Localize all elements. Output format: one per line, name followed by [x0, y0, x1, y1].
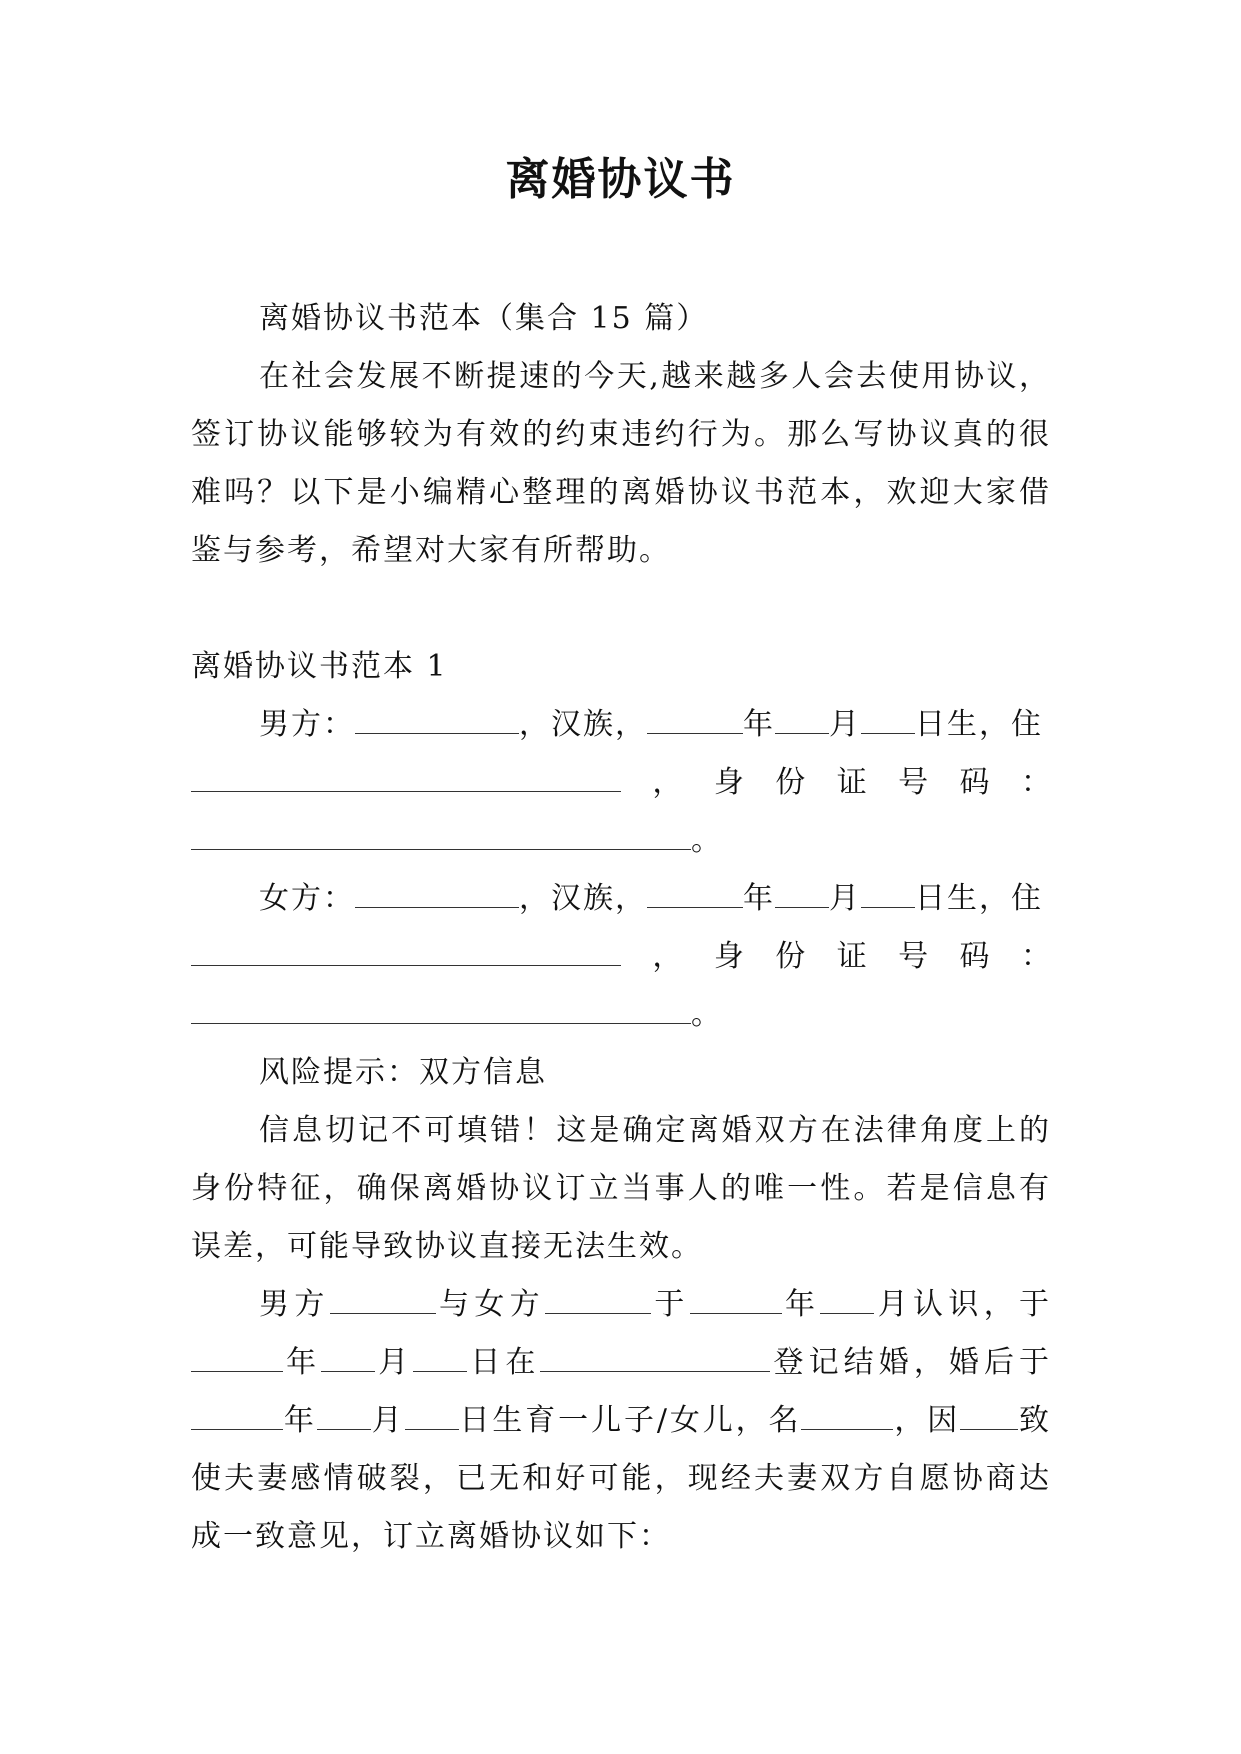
woman-name-blank [545, 1283, 651, 1314]
meet-year-blank [690, 1283, 782, 1314]
spacer [191, 580, 1051, 638]
agreement-text: ，因 [893, 1403, 961, 1438]
woman-id-line [191, 928, 1051, 986]
agreement-text: 致使夫妻感情破裂，已无和好可能，现经夫妻双方自愿协商达成一致意见，订立离婚协议如下： [191, 1403, 1052, 1554]
man-id-number-line [191, 812, 1051, 870]
woman-month-text: 月 [829, 881, 861, 916]
woman-month-blank [775, 877, 829, 908]
woman-day-blank [861, 877, 915, 908]
man-id-char: ： [1020, 765, 1051, 800]
woman-year-blank [647, 877, 743, 908]
agreement-text: 日生育一儿子/女儿，名 [458, 1403, 802, 1438]
child-name-blank [801, 1399, 893, 1430]
woman-id-char: 证 [836, 939, 867, 974]
man-name-blank [330, 1283, 436, 1314]
meet-month-blank [820, 1283, 874, 1314]
woman-id-char: 身 [713, 939, 744, 974]
man-year-text: 年 [743, 707, 775, 742]
intro-subtitle: 离婚协议书范本（集合 15 篇） [259, 301, 709, 336]
document-body [191, 290, 1051, 1566]
marry-year-blank [191, 1341, 283, 1372]
agreement-text: 年 [283, 1345, 322, 1380]
man-name-blank [355, 703, 519, 734]
agreement-text: 男方 [259, 1287, 330, 1322]
birth-day-blank [405, 1399, 459, 1430]
woman-year-text: 年 [743, 881, 775, 916]
woman-id-number-line [191, 986, 1051, 1044]
woman-info-line [191, 870, 1051, 928]
man-id-char: 证 [836, 765, 867, 800]
woman-id-char: ： [1020, 939, 1051, 974]
document-title: 离婚协议书 [505, 154, 736, 205]
man-day-blank [861, 703, 915, 734]
agreement-text: 年 [283, 1403, 317, 1438]
woman-id-char: 号 [898, 939, 929, 974]
man-id-blank [191, 819, 691, 850]
woman-id-blank [191, 993, 691, 1024]
agreement-text: 于 [651, 1287, 690, 1322]
agreement-paragraph [191, 1276, 1051, 1566]
man-id-line [191, 754, 1051, 812]
birth-month-blank [317, 1399, 371, 1430]
man-ethnic: ，汉族， [519, 707, 647, 742]
woman-ethnic: ，汉族， [519, 881, 647, 916]
agreement-text: 月 [375, 1345, 414, 1380]
agreement-text: 登记结婚，婚后于 [770, 1345, 1052, 1380]
man-id-char: 份 [775, 765, 806, 800]
man-label: 男方： [259, 707, 355, 742]
man-year-blank [647, 703, 743, 734]
man-info-line [191, 696, 1051, 754]
intro-paragraph: 在社会发展不断提速的今天,越来越多人会去使用协议，签订协议能够较为有效的约束违约行为。那么写协议真的很难吗？以下是小编精心整理的离婚协议书范本，欢迎大家借鉴与参考，希望对大家有所帮助。 [191, 359, 1051, 568]
agreement-text: 月认识，于 [874, 1287, 1052, 1322]
agreement-text: 年 [781, 1287, 821, 1322]
man-id-char: 码 [959, 765, 990, 800]
woman-born-text: 日生，住 [915, 881, 1043, 916]
man-id-char: ， [652, 765, 683, 800]
woman-id-char: ， [652, 939, 683, 974]
man-month-blank [775, 703, 829, 734]
risk-tip-heading: 风险提示：双方信息 [259, 1055, 547, 1090]
marry-day-blank [413, 1341, 467, 1372]
man-id-char: 号 [898, 765, 929, 800]
woman-label: 女方： [259, 881, 355, 916]
agreement-text: 日在 [467, 1345, 541, 1380]
marry-month-blank [321, 1341, 375, 1372]
risk-tip-text: 信息切记不可填错！这是确定离婚双方在法律角度上的身份特征，确保离婚协议订立当事人的唯一性。若是信息有误差，可能导致协议直接无法生效。 [191, 1113, 1051, 1264]
agreement-text: 与女方 [435, 1287, 546, 1322]
birth-year-blank [191, 1399, 283, 1430]
man-end-mark: 。 [691, 823, 723, 858]
woman-address-blank [191, 935, 621, 966]
man-id-char: 身 [713, 765, 744, 800]
woman-end-mark: 。 [691, 997, 723, 1032]
reason-blank [960, 1399, 1018, 1430]
man-born-text: 日生，住 [915, 707, 1043, 742]
man-address-blank [191, 761, 621, 792]
man-month-text: 月 [829, 707, 861, 742]
registry-blank [540, 1341, 770, 1372]
agreement-text: 月 [370, 1403, 405, 1438]
section-heading: 离婚协议书范本 1 [191, 649, 448, 684]
woman-id-char: 码 [959, 939, 990, 974]
woman-id-char: 份 [775, 939, 806, 974]
woman-name-blank [355, 877, 519, 908]
